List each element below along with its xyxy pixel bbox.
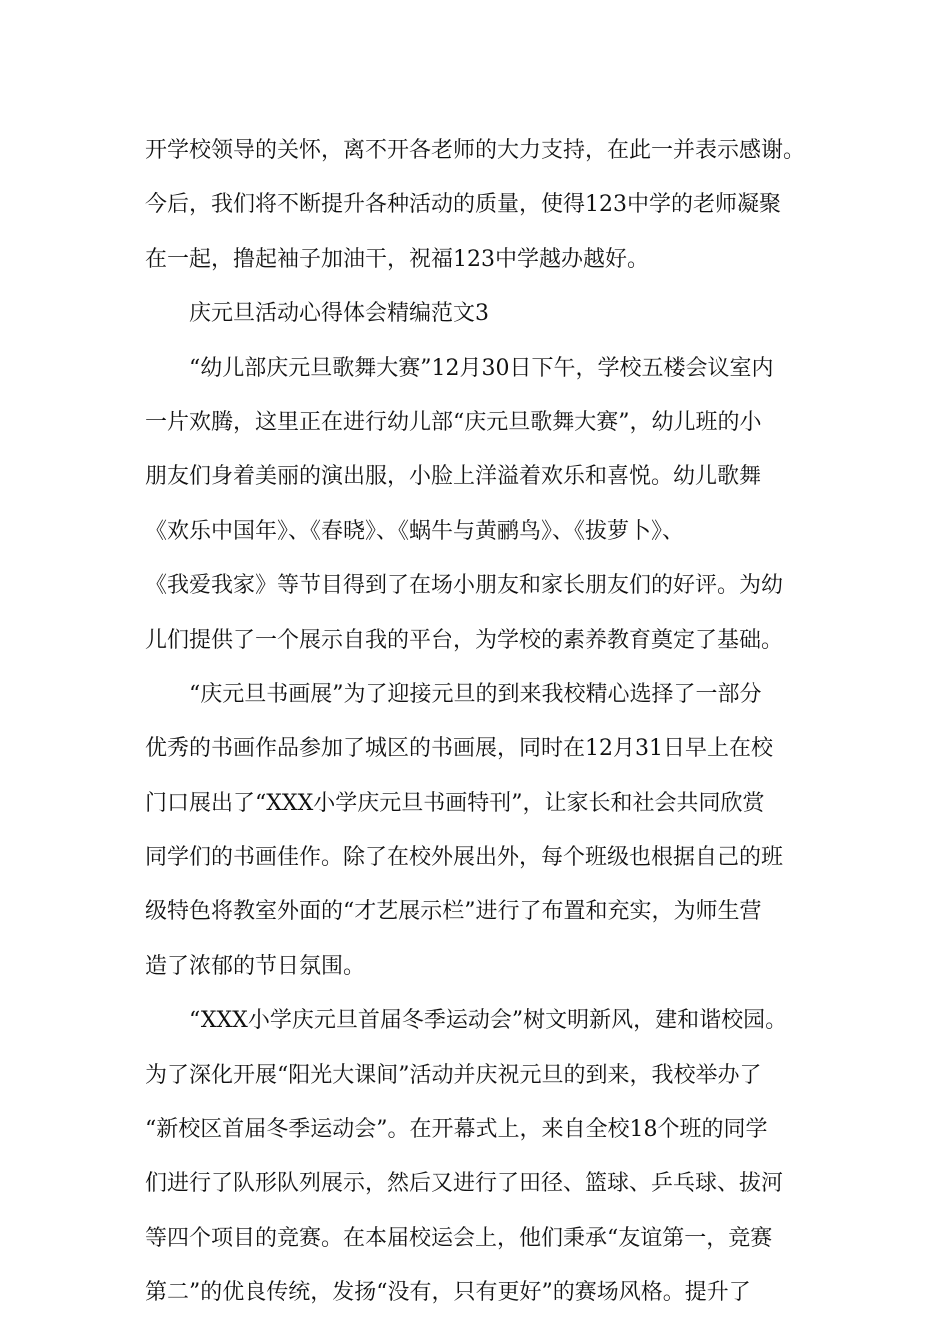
text-line: 门口展出了“XXX小学庆元旦书画特刊”，让家长和社会共同欣赏 xyxy=(145,790,765,816)
text-line: 为了深化开展“阳光大课间”活动并庆祝元旦的到来，我校举办了 xyxy=(145,1062,762,1088)
paragraph-first-line: “XXX小学庆元旦首届冬季运动会”树文明新风，建和谐校园。 xyxy=(189,1008,788,1034)
text-line: 《欢乐中国年》、《春晓》、《蜗牛与黄鹂鸟》、《拔萝卜》、 xyxy=(145,518,685,544)
text-line: 一片欢腾，这里正在进行幼儿部“庆元旦歌舞大赛”，幼儿班的小 xyxy=(145,409,762,435)
text-line: 造了浓郁的节日氛围。 xyxy=(145,953,366,979)
text-line: 们进行了队形队列展示，然后又进行了田径、篮球、乒乓球、拔河 xyxy=(145,1171,784,1197)
text-line: “新校区首届冬季运动会”。在开幕式上，来自全校18个班的同学 xyxy=(145,1117,768,1143)
section-heading: 庆元旦活动心得体会精编范文3 xyxy=(189,301,489,327)
text-line: 《我爱我家》等节目得到了在场小朋友和家长朋友们的好评。为幼 xyxy=(145,573,784,599)
text-line: 在一起，撸起袖子加油干，祝福123中学越办越好。 xyxy=(145,246,649,272)
text-line: 开学校领导的关怀，离不开各老师的大力支持，在此一并表示感谢。 xyxy=(145,138,806,163)
text-line: 今后，我们将不断提升各种活动的质量，使得123中学的老师凝聚 xyxy=(145,192,781,218)
text-line: 第二”的优良传统，发扬“没有，只有更好”的赛场风格。提升了 xyxy=(145,1280,751,1306)
document-body xyxy=(145,124,825,1321)
text-line: 等四个项目的竞赛。在本届校运会上，他们秉承“友谊第一，竞赛 xyxy=(145,1225,773,1251)
text-line: 优秀的书画作品参加了城区的书画展，同时在12月31日早上在校 xyxy=(145,736,773,762)
text-line: 朋友们身着美丽的演出服，小脸上洋溢着欢乐和喜悦。幼儿歌舞 xyxy=(145,464,762,490)
paragraph-first-line: “庆元旦书画展”为了迎接元旦的到来我校精心选择了一部分 xyxy=(189,681,762,707)
text-line: 级特色将教室外面的“才艺展示栏”进行了布置和充实，为师生营 xyxy=(145,899,762,925)
text-line: 儿们提供了一个展示自我的平台，为学校的素养教育奠定了基础。 xyxy=(145,627,784,653)
text-line: 同学们的书画佳作。除了在校外展出外，每个班级也根据自己的班 xyxy=(145,845,784,871)
paragraph-first-line: “幼儿部庆元旦歌舞大赛”12月30日下午，学校五楼会议室内 xyxy=(189,355,774,381)
